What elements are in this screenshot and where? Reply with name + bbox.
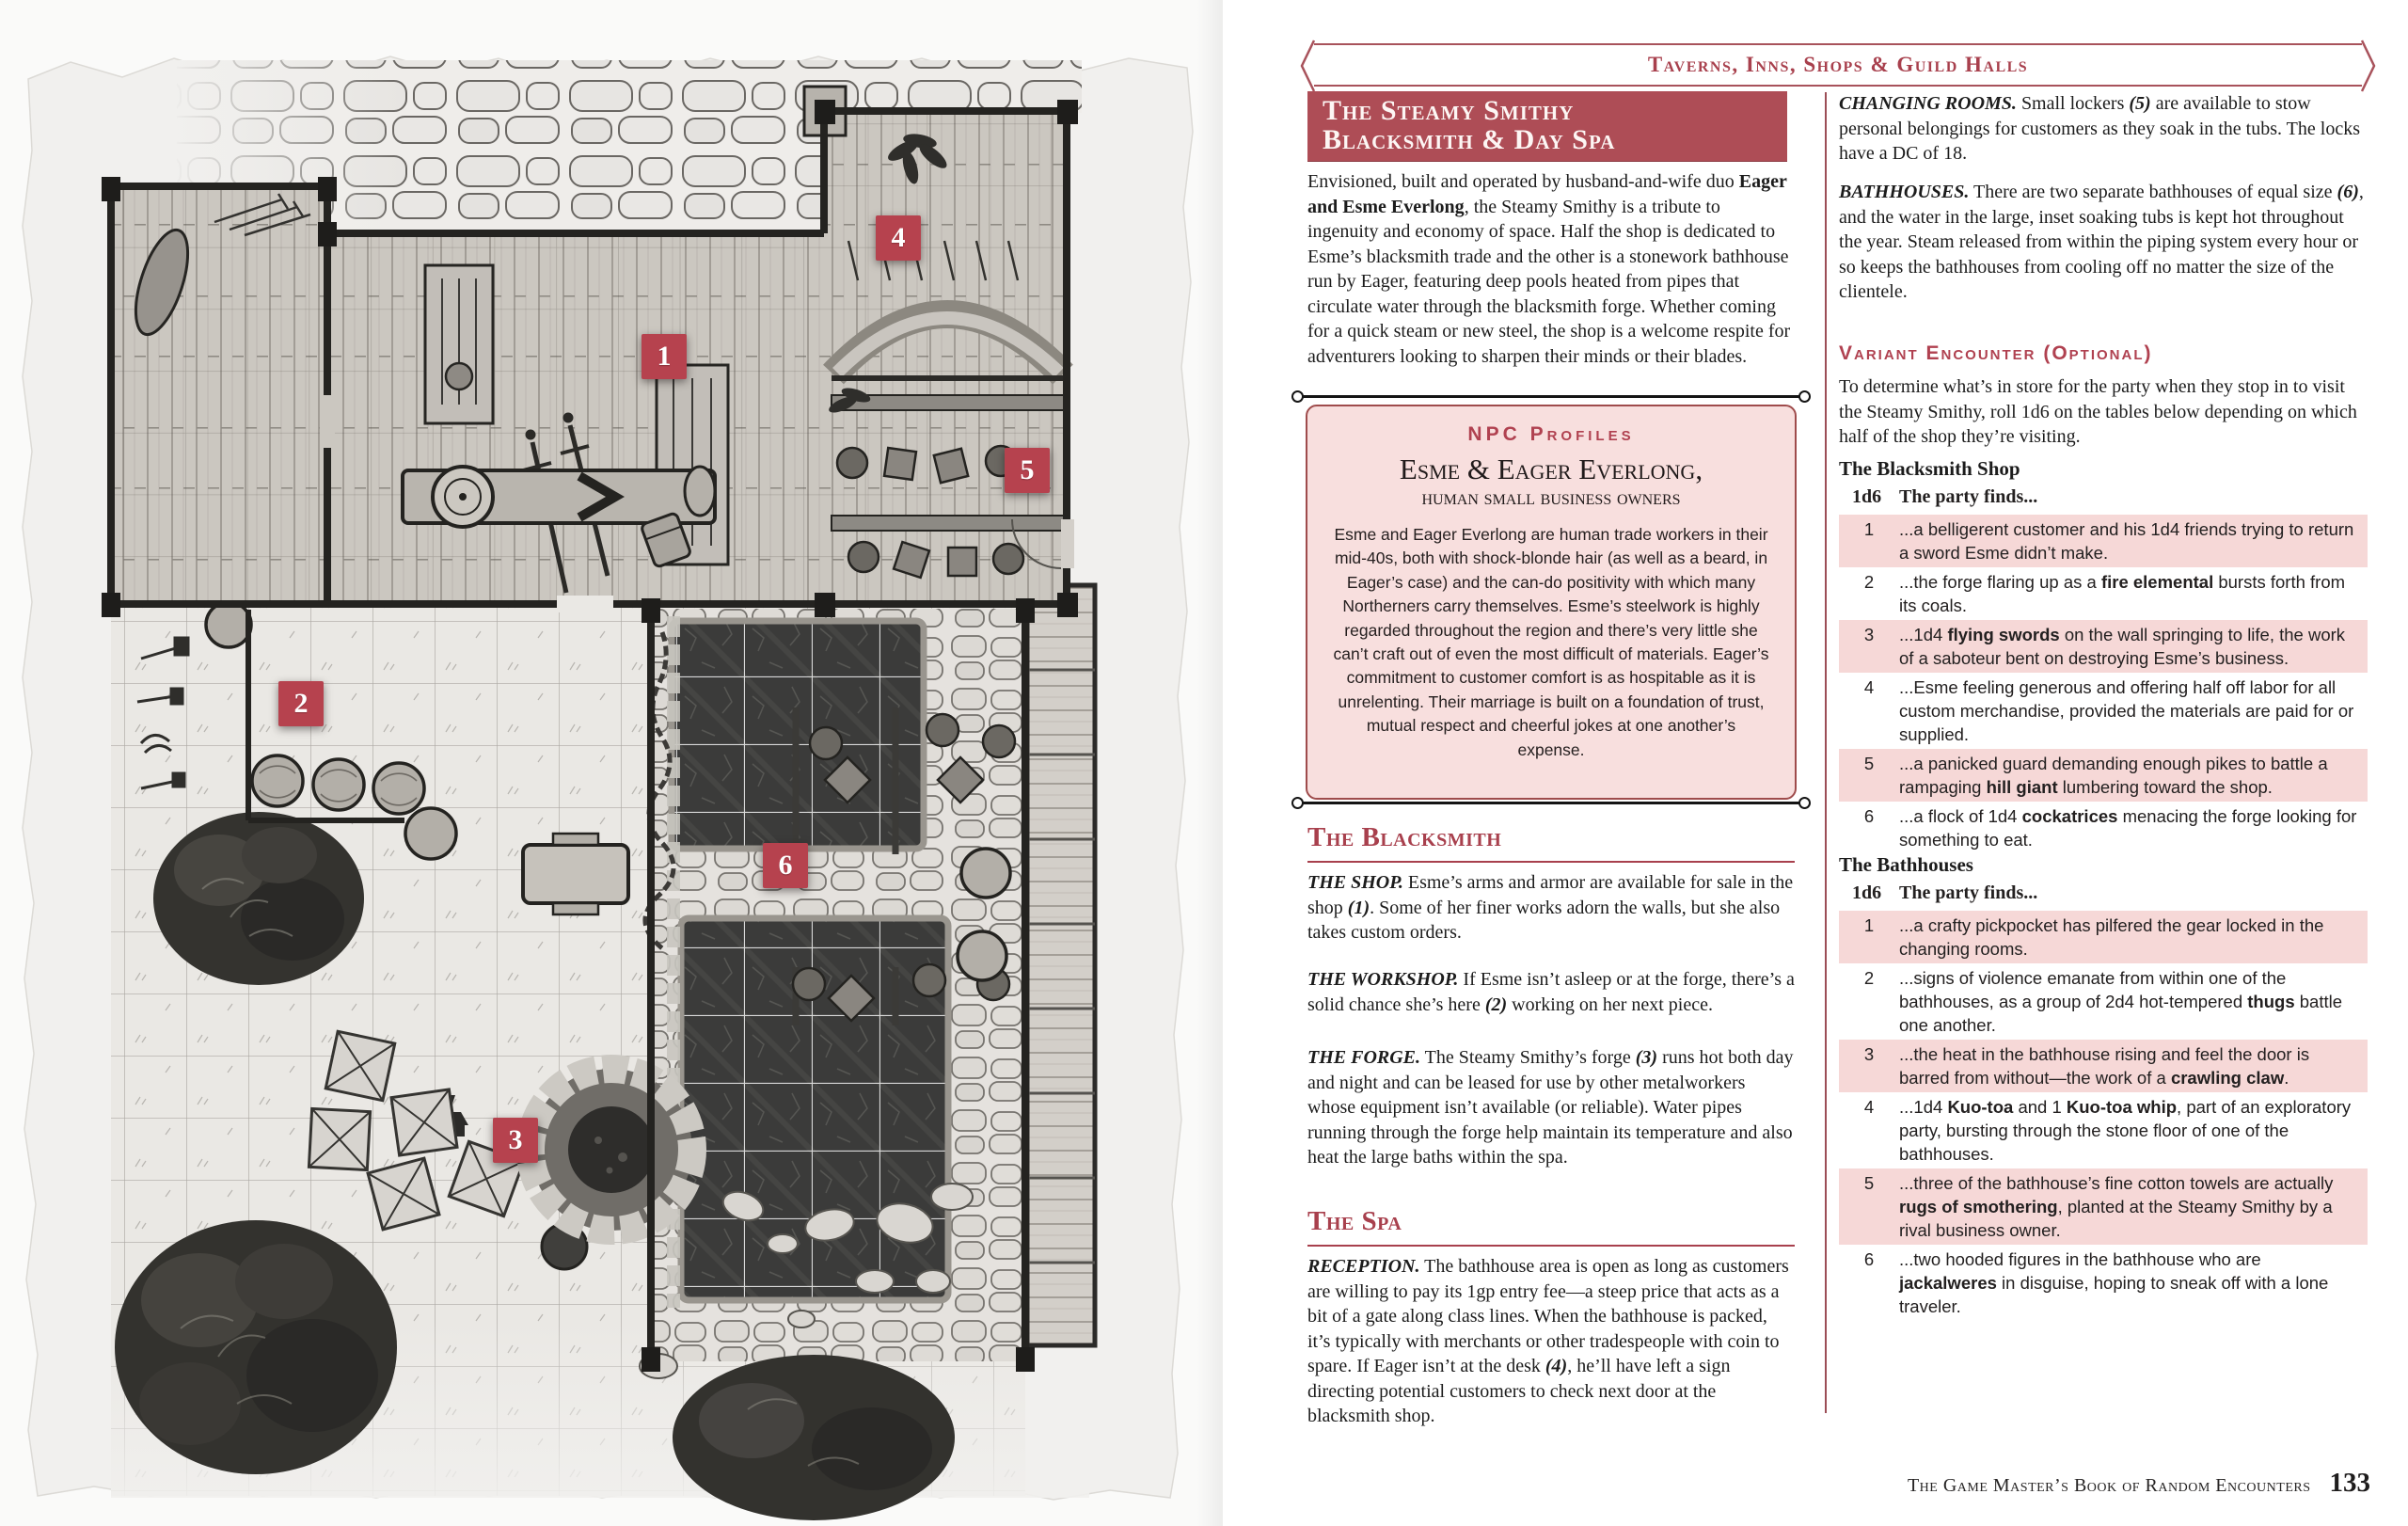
map-tree-bottom-right <box>673 1355 955 1520</box>
result-column-header: The party finds... <box>1899 882 2038 903</box>
map-forge <box>531 1069 692 1231</box>
npc-name: Esme & Eager Everlong, <box>1399 453 1703 485</box>
table-row: 6 ...two hooded figures in the bathhouse who are jackalweres in disguise, hoping to sneak off with a lone traveler. <box>1863 1249 2329 1316</box>
section-heading-blacksmith: The Blacksmith <box>1307 822 1795 863</box>
paragraph-bathhouses: BATHHOUSES. There are two separate bathhouses of equal size (6), and the water in the large, inset soaking tubs is kept hot throughout the year. Steam released from within the piping system every hour or so keeps the bathhouses from cooling off no matter the size of the clientele. <box>1839 182 2364 302</box>
map-badge-1: 1 <box>642 334 687 379</box>
paragraph-the-workshop: THE WORKSHOP. If Esme isn’t asleep or at the forge, there’s a solid chance she’s here (2) working on her next piece. <box>1307 969 1795 1015</box>
die-column-header: 1d6 <box>1852 486 1882 507</box>
map-badge-6: 6 <box>763 843 808 888</box>
book-title: The Game Master’s Book of Random Encounters <box>1907 1475 2311 1496</box>
map-spa-hall <box>645 609 1025 1361</box>
table-row: 5 ...three of the bathhouse’s fine cotton towels are actually rugs of smothering, planted at the Steamy Smithy by a rival business owner. <box>1839 1168 2368 1245</box>
variant-encounter-intro: To determine what’s in store for the party when they stop in to visit the Steamy Smithy, roll 1d6 on the tables below depending on which half of the shop they’re visiting. <box>1839 376 2357 447</box>
table-row: 1 ...a crafty pickpocket has pilfered the gear locked in the changing rooms. <box>1839 911 2368 963</box>
paragraph-reception: RECEPTION. The bathhouse area is open as long as customers are willing to pay its 1gp entry fee—a steep price that acts as a bit of a gate along class lines. When the bathhouse is packed, it’s typically with merchants or other tradespeople with coin to spare. If Eager isn’t at the desk (4), he’ll have left a sign directing potential customers to check next door at the blacksmith shop. <box>1307 1256 1789 1426</box>
page-footer <box>1908 1468 2370 1499</box>
map-tree-bottom-left <box>115 1220 397 1474</box>
table-title-bathhouses: The Bathhouses <box>1839 853 1973 876</box>
npc-profile-box <box>1306 405 1797 800</box>
banner-left-cap <box>1300 39 1315 93</box>
page-number: 133 <box>2329 1468 2370 1498</box>
result-column-header: The party finds... <box>1899 486 2038 507</box>
running-head-banner <box>1313 43 2363 87</box>
article-title-bar <box>1307 91 1787 161</box>
table-header-row <box>1839 880 2368 911</box>
npc-box-bottom-rule <box>1302 802 1800 804</box>
running-head-text: Taverns, Inns, Shops & Guild Halls <box>1647 53 2029 76</box>
encounter-table-blacksmith-shop <box>1839 484 2368 854</box>
map-tree-mid <box>153 812 364 985</box>
text-page <box>1223 0 2408 1526</box>
article-title-line1: The Steamy Smithy <box>1323 95 1575 126</box>
banner-right-cap <box>2361 39 2376 93</box>
table-row: 5 ...a panicked guard demanding enough pikes to battle a rampaging hill giant lumbering toward the shop. <box>1839 749 2368 802</box>
table-row: 1 ...a belligerent customer and his 1d4 friends trying to return a sword Esme didn’t make. <box>1839 515 2368 567</box>
npc-subtitle: human small business owners <box>1421 485 1681 509</box>
table-row: 6 ...a flock of 1d4 cockatrices menacing the forge looking for something to eat. <box>1863 806 2357 850</box>
paragraph-the-forge: THE FORGE. The Steamy Smithy’s forge (3) runs hot both day and night and can be leased for use by other metalworkers whose equipment isn’t available (or reliable). Water pipes running through the forge help maintain its temperature and also heat the large baths within the spa. <box>1307 1047 1794 1168</box>
map-yard-table <box>523 845 628 903</box>
table-row: 3 ...the heat in the bathhouse rising and feel the door is barred from without—the work of a crawling claw. <box>1839 1040 2368 1092</box>
map-boardwalk <box>1027 585 1095 1345</box>
map-badge-5: 5 <box>1005 448 1050 493</box>
table-row: 2 ...the forge flaring up as a fire elemental bursts forth from its coals. <box>1863 572 2346 615</box>
table-row: 4 ...Esme feeling generous and offering half off labor for all custom merchandise, provided the materials are paid for or supplied. <box>1863 677 2354 744</box>
paragraph-the-shop: THE SHOP. Esme’s arms and armor are available for sale in the shop (1). Some of her finer works adorn the walls, but she also takes custom orders. <box>1307 872 1794 943</box>
table-header-row <box>1839 484 2368 515</box>
table-row: 2 ...signs of violence emanate from within one of the bathhouses, as a group of 2d4 hot-tempered thugs battle one another. <box>1863 968 2343 1035</box>
npc-box-top-rule <box>1302 395 1800 398</box>
article-title-line2: Blacksmith & Day Spa <box>1323 124 1616 155</box>
column-divider <box>1825 92 1827 1413</box>
table-row: 4 ...1d4 Kuo-toa and 1 Kuo-toa whip, part of an exploratory party, bursting through the stone floor of one of the bathhouses. <box>1863 1097 2352 1164</box>
map-badge-4: 4 <box>876 215 921 261</box>
variant-encounter-heading: Variant Encounter (Optional) <box>1839 342 2153 364</box>
encounter-table-bathhouses <box>1839 880 2368 1321</box>
table-title-blacksmith-shop: The Blacksmith Shop <box>1839 457 2020 480</box>
section-heading-spa: The Spa <box>1307 1206 1795 1247</box>
npc-body: Esme and Eager Everlong are human trade workers in their mid-40s, both with shock-blonde hair (as well as a beard, in Eager’s case) and the can-do positivity with which many Northerners carry themselves. Esme’s steelwork is highly regarded throughout the region and there’s very little she can’t craft out of even the most difficult of materials. Eager’s commitment to customer comfort is as hospitable as it is unrelenting. Their marriage is built on a foundation of trust, mutual respect and cheerful jokes at one another’s expense. <box>1333 525 1769 759</box>
npc-kicker: NPC Profiles <box>1467 423 1635 445</box>
die-column-header: 1d6 <box>1852 882 1882 903</box>
paragraph-changing-rooms: CHANGING ROOMS. Small lockers (5) are available to stow personal belongings for customers as they soak in the tubs. The locks have a DC of 18. <box>1839 93 2360 164</box>
intro-paragraph: Envisioned, built and operated by husband-and-wife duo Eager and Esme Everlong, the Steamy Smithy is a tribute to ingenuity and economy of space. Half the shop is dedicated to Esme’s blacksmith trade and the other is a stonework bathhouse run by Eager, featuring deep pools heated from pipes that circulate water through the blacksmith forge. Whether coming for a quick steam or new steel, the shop is a welcome respite for adventurers looking to sharpen their minds or their blades. <box>1307 171 1791 367</box>
table-row: 3 ...1d4 flying swords on the wall springing to life, the work of a saboteur bent on destroying Esme’s business. <box>1839 620 2368 673</box>
map-small-shield <box>685 467 715 516</box>
map-badge-3: 3 <box>493 1118 538 1163</box>
map-badge-2: 2 <box>278 681 324 726</box>
